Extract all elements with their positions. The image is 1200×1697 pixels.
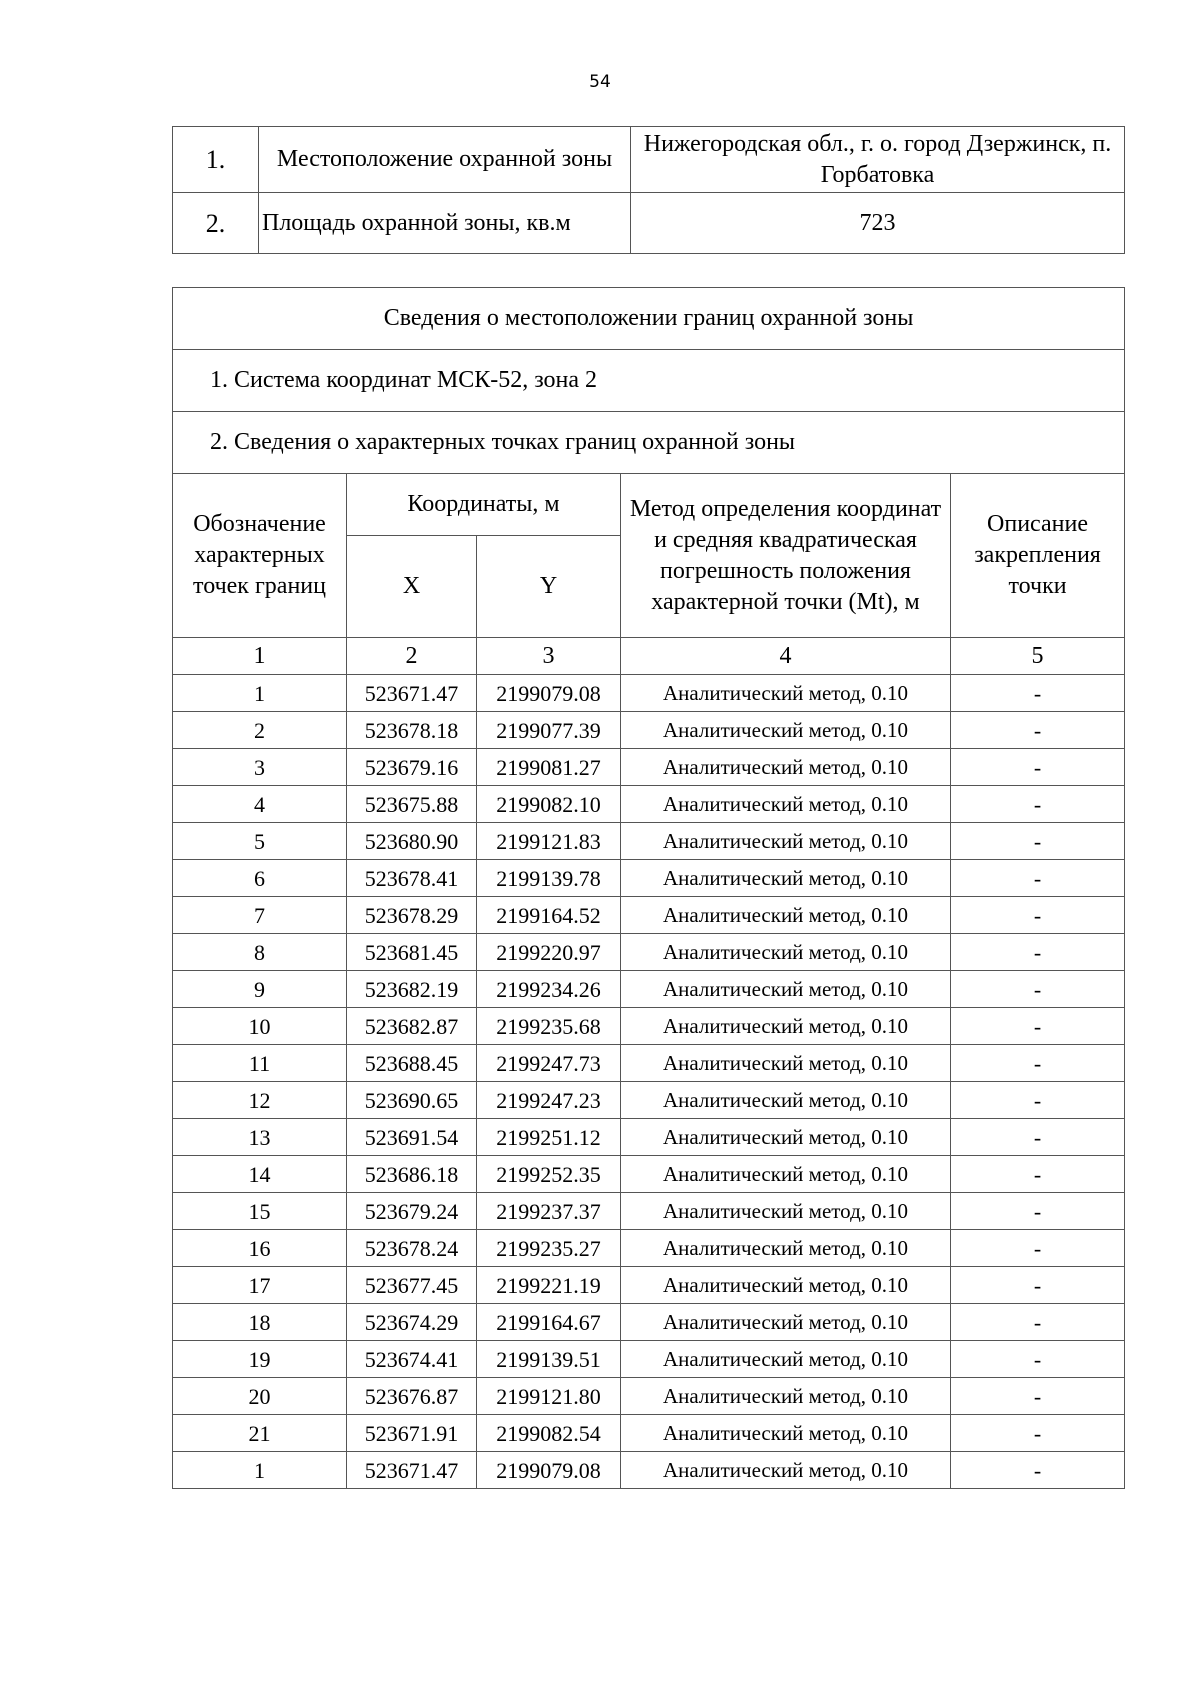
- description-cell: -: [951, 1304, 1125, 1341]
- method-cell: Аналитический метод, 0.10: [621, 675, 951, 712]
- coordinate-x: 523680.90: [347, 823, 477, 860]
- description-cell: -: [951, 1267, 1125, 1304]
- zone-location-value: Нижегородская обл., г. о. город Дзержинск, п. Горбатовка: [631, 127, 1125, 193]
- point-number: 15: [173, 1193, 347, 1230]
- coordinate-y: 2199252.35: [477, 1156, 621, 1193]
- zone-area-row: [173, 193, 1125, 254]
- point-number: 6: [173, 860, 347, 897]
- coordinate-y: 2199234.26: [477, 971, 621, 1008]
- description-cell: -: [951, 1452, 1125, 1489]
- table-row: [173, 860, 1125, 897]
- method-cell: Аналитический метод, 0.10: [621, 897, 951, 934]
- description-cell: -: [951, 712, 1125, 749]
- method-cell: Аналитический метод, 0.10: [621, 1267, 951, 1304]
- point-number: 8: [173, 934, 347, 971]
- point-number: 10: [173, 1008, 347, 1045]
- page-number: 54: [589, 72, 611, 92]
- coordinate-y: 2199082.10: [477, 786, 621, 823]
- description-cell: -: [951, 823, 1125, 860]
- point-number: 14: [173, 1156, 347, 1193]
- header-method: Метод определения координат и средняя квадратическая погрешность положения характерной точки (Mt), м: [621, 474, 951, 638]
- table-title-row: [173, 288, 1125, 350]
- coordinate-x: 523678.41: [347, 860, 477, 897]
- column-number: 3: [477, 638, 621, 675]
- method-cell: Аналитический метод, 0.10: [621, 934, 951, 971]
- method-cell: Аналитический метод, 0.10: [621, 860, 951, 897]
- coordinate-y: 2199139.78: [477, 860, 621, 897]
- description-cell: -: [951, 1415, 1125, 1452]
- method-cell: Аналитический метод, 0.10: [621, 1156, 951, 1193]
- table-row: [173, 1045, 1125, 1082]
- point-number: 1: [173, 1452, 347, 1489]
- coordinate-y: 2199221.19: [477, 1267, 621, 1304]
- coordinate-y: 2199077.39: [477, 712, 621, 749]
- coordinate-x: 523688.45: [347, 1045, 477, 1082]
- table-row: [173, 1415, 1125, 1452]
- table-row: [173, 1119, 1125, 1156]
- point-number: 17: [173, 1267, 347, 1304]
- method-cell: Аналитический метод, 0.10: [621, 823, 951, 860]
- method-cell: Аналитический метод, 0.10: [621, 1008, 951, 1045]
- table-row: [173, 749, 1125, 786]
- coordinate-y: 2199139.51: [477, 1341, 621, 1378]
- coordinate-y: 2199235.27: [477, 1230, 621, 1267]
- coordinate-x: 523678.18: [347, 712, 477, 749]
- column-number: 2: [347, 638, 477, 675]
- coordinate-x: 523686.18: [347, 1156, 477, 1193]
- header-designation: Обозначение характерных точек границ: [173, 474, 347, 638]
- method-cell: Аналитический метод, 0.10: [621, 1045, 951, 1082]
- coordinate-x: 523671.91: [347, 1415, 477, 1452]
- method-cell: Аналитический метод, 0.10: [621, 1415, 951, 1452]
- coordinate-y: 2199164.67: [477, 1304, 621, 1341]
- point-number: 16: [173, 1230, 347, 1267]
- description-cell: -: [951, 786, 1125, 823]
- method-cell: Аналитический метод, 0.10: [621, 1119, 951, 1156]
- description-cell: -: [951, 675, 1125, 712]
- coordinate-y: 2199247.23: [477, 1082, 621, 1119]
- point-number: 2: [173, 712, 347, 749]
- method-cell: Аналитический метод, 0.10: [621, 712, 951, 749]
- column-number: 1: [173, 638, 347, 675]
- table-row: [173, 1304, 1125, 1341]
- point-number: 13: [173, 1119, 347, 1156]
- coordinate-x: 523678.24: [347, 1230, 477, 1267]
- zone-info-table: [172, 126, 1125, 254]
- description-cell: -: [951, 1008, 1125, 1045]
- coordinates-body: [173, 675, 1125, 1489]
- zone-location-row: [173, 127, 1125, 193]
- coordinate-y: 2199121.83: [477, 823, 621, 860]
- point-number: 3: [173, 749, 347, 786]
- point-number: 1: [173, 675, 347, 712]
- table-row: [173, 1082, 1125, 1119]
- coordinate-x: 523678.29: [347, 897, 477, 934]
- table-row: [173, 675, 1125, 712]
- point-number: 4: [173, 786, 347, 823]
- coordinate-y: 2199235.68: [477, 1008, 621, 1045]
- header-description: Описание закрепления точки: [951, 474, 1125, 638]
- point-number: 12: [173, 1082, 347, 1119]
- description-cell: -: [951, 971, 1125, 1008]
- coordinate-system: 1. Система координат МСК-52, зона 2: [173, 350, 1125, 412]
- coordinate-y: 2199251.12: [477, 1119, 621, 1156]
- description-cell: -: [951, 1082, 1125, 1119]
- coordinate-y: 2199164.52: [477, 897, 621, 934]
- header-x: X: [347, 536, 477, 638]
- coordinate-x: 523671.47: [347, 1452, 477, 1489]
- description-cell: -: [951, 934, 1125, 971]
- description-cell: -: [951, 1193, 1125, 1230]
- description-cell: -: [951, 1156, 1125, 1193]
- zone-area-label: Площадь охранной зоны, кв.м: [259, 193, 631, 254]
- table-row: [173, 1008, 1125, 1045]
- coordinate-x: 523674.41: [347, 1341, 477, 1378]
- table-row: [173, 1267, 1125, 1304]
- table-row: [173, 786, 1125, 823]
- coordinate-y: 2199247.73: [477, 1045, 621, 1082]
- coordinate-y: 2199237.37: [477, 1193, 621, 1230]
- coordinate-x: 523690.65: [347, 1082, 477, 1119]
- points-header-row: [173, 412, 1125, 474]
- method-cell: Аналитический метод, 0.10: [621, 749, 951, 786]
- coordinate-y: 2199121.80: [477, 1378, 621, 1415]
- coordinate-y: 2199082.54: [477, 1415, 621, 1452]
- coordinate-y: 2199079.08: [477, 1452, 621, 1489]
- coordinate-x: 523679.24: [347, 1193, 477, 1230]
- coordinate-y: 2199081.27: [477, 749, 621, 786]
- column-number: 4: [621, 638, 951, 675]
- point-number: 5: [173, 823, 347, 860]
- zone-location-label: Местоположение охранной зоны: [259, 127, 631, 193]
- method-cell: Аналитический метод, 0.10: [621, 971, 951, 1008]
- table-row: [173, 1193, 1125, 1230]
- method-cell: Аналитический метод, 0.10: [621, 1341, 951, 1378]
- table-row: [173, 971, 1125, 1008]
- point-number: 20: [173, 1378, 347, 1415]
- coordinate-y: 2199079.08: [477, 675, 621, 712]
- coordinate-x: 523682.87: [347, 1008, 477, 1045]
- zone-area-value: 723: [631, 193, 1125, 254]
- point-number: 11: [173, 1045, 347, 1082]
- boundary-coordinates-table: [172, 287, 1125, 1489]
- description-cell: -: [951, 1119, 1125, 1156]
- table-row: [173, 823, 1125, 860]
- row-number: 2.: [173, 193, 259, 254]
- table-row: [173, 1230, 1125, 1267]
- description-cell: -: [951, 749, 1125, 786]
- method-cell: Аналитический метод, 0.10: [621, 1230, 951, 1267]
- table-row: [173, 712, 1125, 749]
- method-cell: Аналитический метод, 0.10: [621, 1082, 951, 1119]
- method-cell: Аналитический метод, 0.10: [621, 1378, 951, 1415]
- table-row: [173, 1452, 1125, 1489]
- table-row: [173, 1341, 1125, 1378]
- method-cell: Аналитический метод, 0.10: [621, 1193, 951, 1230]
- table-row: [173, 934, 1125, 971]
- description-cell: -: [951, 1341, 1125, 1378]
- point-number: 19: [173, 1341, 347, 1378]
- header-y: Y: [477, 536, 621, 638]
- column-header-row: [173, 474, 1125, 536]
- row-number: 1.: [173, 127, 259, 193]
- coordinate-x: 523677.45: [347, 1267, 477, 1304]
- description-cell: -: [951, 860, 1125, 897]
- table-row: [173, 897, 1125, 934]
- table-row: [173, 1156, 1125, 1193]
- column-numbers-row: [173, 638, 1125, 675]
- column-number: 5: [951, 638, 1125, 675]
- header-coordinates: Координаты, м: [347, 474, 621, 536]
- method-cell: Аналитический метод, 0.10: [621, 786, 951, 823]
- description-cell: -: [951, 897, 1125, 934]
- coordinate-x: 523691.54: [347, 1119, 477, 1156]
- point-number: 9: [173, 971, 347, 1008]
- point-number: 7: [173, 897, 347, 934]
- method-cell: Аналитический метод, 0.10: [621, 1452, 951, 1489]
- point-number: 21: [173, 1415, 347, 1452]
- coordinate-x: 523679.16: [347, 749, 477, 786]
- table-title: Сведения о местоположении границ охранной зоны: [173, 288, 1125, 350]
- point-number: 18: [173, 1304, 347, 1341]
- points-header: 2. Сведения о характерных точках границ охранной зоны: [173, 412, 1125, 474]
- coordinate-system-row: [173, 350, 1125, 412]
- table-row: [173, 1378, 1125, 1415]
- coordinate-x: 523674.29: [347, 1304, 477, 1341]
- coordinate-x: 523671.47: [347, 675, 477, 712]
- coordinate-x: 523681.45: [347, 934, 477, 971]
- coordinate-x: 523682.19: [347, 971, 477, 1008]
- description-cell: -: [951, 1045, 1125, 1082]
- coordinate-y: 2199220.97: [477, 934, 621, 971]
- coordinate-x: 523675.88: [347, 786, 477, 823]
- description-cell: -: [951, 1378, 1125, 1415]
- description-cell: -: [951, 1230, 1125, 1267]
- coordinate-x: 523676.87: [347, 1378, 477, 1415]
- method-cell: Аналитический метод, 0.10: [621, 1304, 951, 1341]
